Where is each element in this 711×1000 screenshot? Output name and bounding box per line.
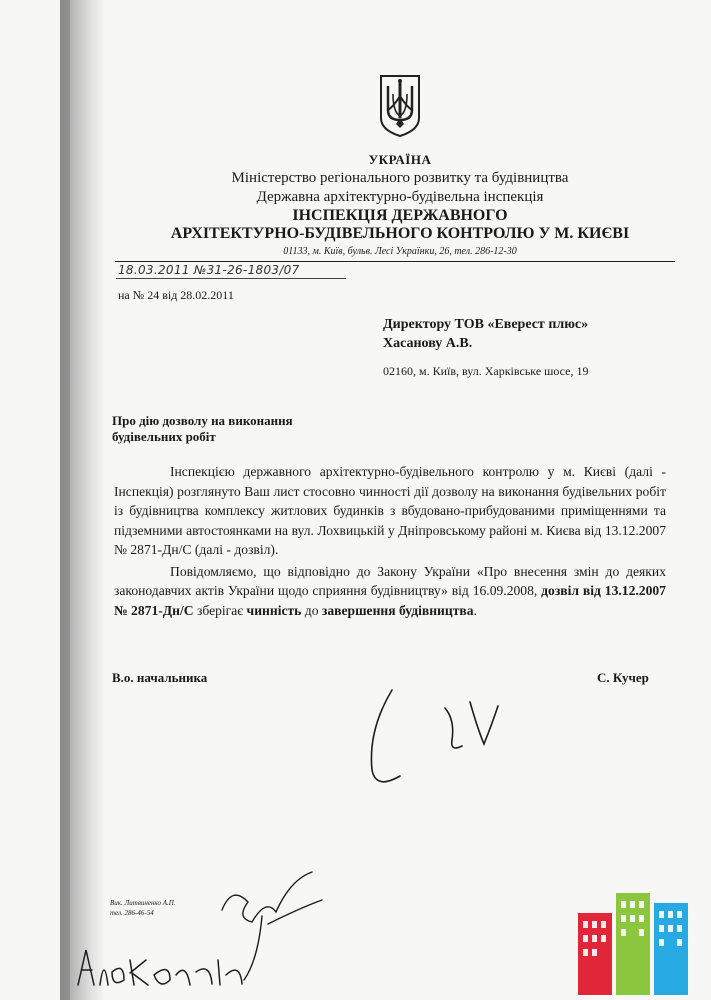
addressee-address: 02160, м. Київ, вул. Харківське шосе, 19 bbox=[383, 364, 589, 378]
header-address: 01133, м. Київ, бульв. Лесі Українки, 26, тел. 286-12-30 bbox=[283, 246, 517, 257]
registration-reference: на № 24 від 28.02.2011 bbox=[118, 288, 234, 302]
executor-signature bbox=[222, 872, 322, 980]
header-country: УКРАЇНА bbox=[368, 152, 432, 167]
header-department: Державна архітектурно-будівельна інспекція bbox=[256, 189, 544, 205]
body-p2-text3: до bbox=[301, 602, 322, 618]
header-ministry: Міністерство регіонального розвитку та будівництва bbox=[231, 170, 569, 186]
subject-line2: будівельних робіт bbox=[112, 429, 216, 444]
body-p2-end: . bbox=[473, 602, 477, 618]
body-p2-completion: завершення будівництва bbox=[321, 602, 474, 618]
executor-name: Вик. Литвиненко А.П. bbox=[110, 899, 176, 907]
signatory-name: С. Кучер bbox=[597, 670, 649, 685]
addressee-name: Хасанову А.В. bbox=[383, 336, 473, 351]
body-p2-permit: дозвіл від 13.12.2007 № 2871-Дн/С bbox=[114, 583, 666, 618]
body-p2-text1: Повідомляємо, що відповідно до Закону України «Про внесення змін до деяких законодавчих актів України щодо сприяння будівництву» від 16.09.2008, bbox=[114, 563, 666, 598]
body-paragraph-1: Інспекцією державного архітектурно-будівельного контролю у м. Києві (далі - Інспекція) розглянуто Ваш лист стосовно чинності дії дозволу на виконання будівельних робіт із будівництва комплексу житлових будинків з вбудовано-прибудованими приміщеннями та підземними автостоянками на вул. Лохвицькій у Дніпровському районі м. Києва від 13.12.2007 № 2871-Дн/С (далі - дозвіл). bbox=[114, 464, 666, 557]
executor-phone: тел. 286-46-54 bbox=[110, 909, 154, 917]
registration-number: 18.03.2011 №31-26-1803/07 bbox=[118, 263, 300, 277]
subject-line1: Про дію дозволу на виконання bbox=[112, 413, 293, 428]
header-inspection-line1: ІНСПЕКЦІЯ ДЕРЖАВНОГО bbox=[292, 207, 508, 224]
header-inspection-line2: АРХІТЕКТУРНО-БУДІВЕЛЬНОГО КОНТРОЛЮ У М. КИЄВІ bbox=[170, 225, 630, 242]
body-p2-text2: зберігає bbox=[193, 602, 247, 618]
signatory-position: В.о. начальника bbox=[112, 670, 208, 685]
buildings-logo-icon bbox=[578, 893, 688, 995]
main-signature bbox=[371, 690, 498, 782]
addressee-title: Директору ТОВ «Еверест плюс» bbox=[383, 317, 589, 332]
body-p2-validity: чинність bbox=[246, 602, 302, 618]
handwritten-surname-strokes bbox=[78, 950, 242, 985]
